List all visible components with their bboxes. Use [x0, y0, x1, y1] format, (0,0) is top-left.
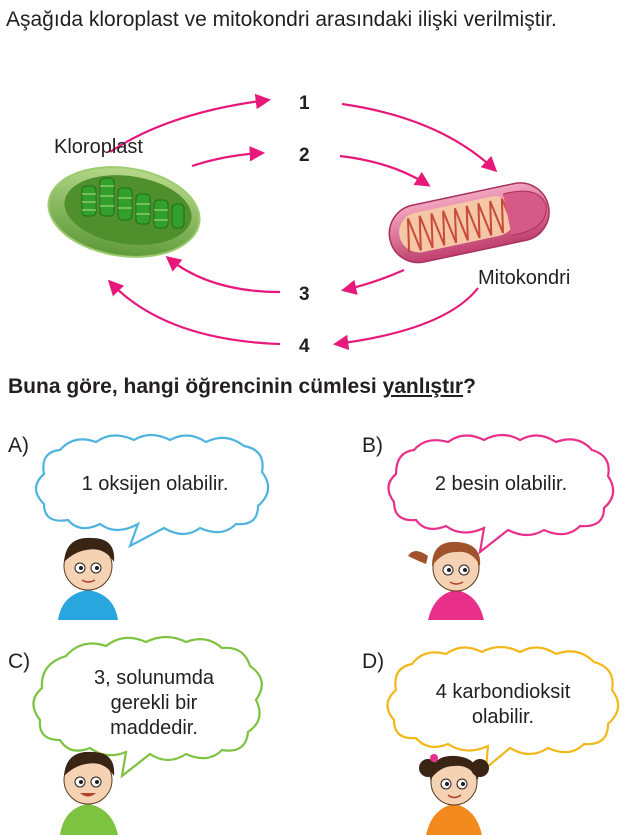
- option-letter: B): [362, 434, 383, 457]
- arrow-2-tail: [340, 156, 428, 185]
- question-text: [8, 372, 628, 402]
- chloroplast-label: Kloroplast: [54, 136, 143, 158]
- arrow-3: [344, 270, 404, 290]
- option-c[interactable]: [0, 628, 310, 828]
- speech-bubble-text: 3, solunumda gerekli bir maddedir.: [93, 667, 215, 739]
- question-emphasis: yanlıştır: [382, 375, 464, 398]
- arrow-4: [336, 288, 478, 344]
- speech-bubble-text: 4 karbondioksit olabilir.: [435, 681, 571, 728]
- boy-student-icon: [0, 628, 310, 828]
- boy-student-icon: [0, 428, 310, 628]
- chloroplast-illustration: [43, 158, 206, 266]
- arrow-label-3: 3: [299, 284, 310, 305]
- option-letter: C): [8, 650, 31, 673]
- question-suffix: ?: [463, 375, 476, 398]
- option-b[interactable]: [316, 428, 626, 628]
- mitochondria-illustration: [384, 178, 555, 268]
- intro-text: Aşağıda kloroplast ve mitokondri arasındaki ilişki verilmiştir.: [6, 8, 557, 31]
- option-letter: A): [8, 434, 29, 457]
- option-a[interactable]: [0, 428, 310, 628]
- arrow-label-2: 2: [299, 145, 310, 166]
- option-letter: D): [362, 650, 385, 673]
- speech-bubble-text: 2 besin olabilir.: [434, 473, 568, 495]
- mitochondria-label: Mitokondri: [478, 267, 571, 289]
- arrow-2: [192, 153, 262, 166]
- speech-bubble-text: 1 oksijen olabilir.: [81, 473, 229, 495]
- arrow-3-tail: [168, 258, 280, 292]
- arrow-label-1: 1: [299, 93, 310, 114]
- arrow-label-4: 4: [299, 336, 310, 357]
- question-prefix: Buna göre, hangi öğrencinin cümlesi: [8, 375, 383, 398]
- girl-student-icon: [316, 628, 626, 828]
- girl-student-icon: [316, 428, 626, 628]
- option-d[interactable]: [316, 628, 626, 828]
- organelle-diagram: [0, 80, 632, 360]
